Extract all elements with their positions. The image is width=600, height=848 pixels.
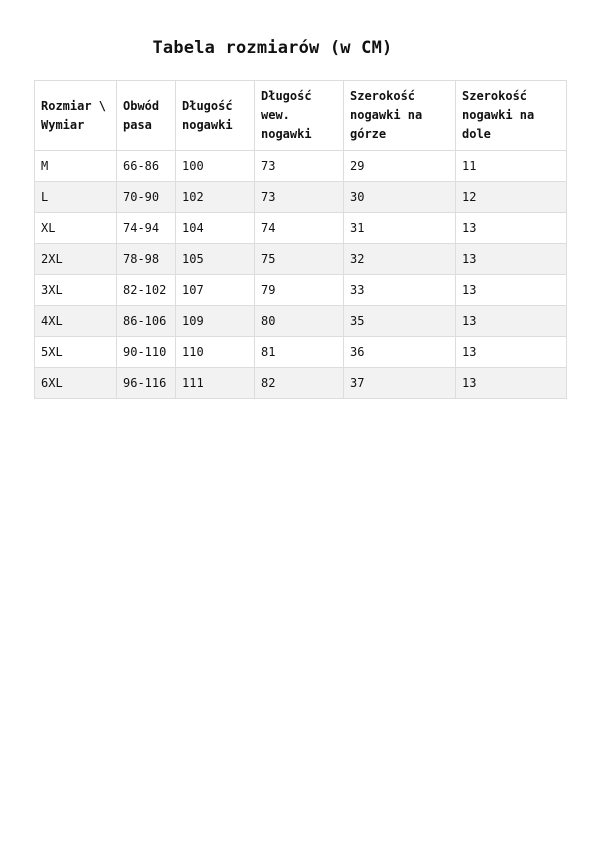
cell-leg-width-bottom: 11: [456, 151, 567, 182]
cell-leg-length: 102: [176, 182, 255, 213]
cell-leg-width-top: 32: [344, 244, 456, 275]
cell-leg-length: 109: [176, 306, 255, 337]
cell-waist: 90-110: [117, 337, 176, 368]
cell-leg-width-top: 37: [344, 368, 456, 399]
cell-leg-length: 111: [176, 368, 255, 399]
cell-size: 2XL: [35, 244, 117, 275]
cell-waist: 70-90: [117, 182, 176, 213]
cell-leg-width-top: 31: [344, 213, 456, 244]
cell-waist: 66-86: [117, 151, 176, 182]
cell-waist: 86-106: [117, 306, 176, 337]
cell-size: 3XL: [35, 275, 117, 306]
header-leg-width-bottom: Szerokość nogawki na dole: [456, 81, 567, 151]
cell-leg-width-bottom: 13: [456, 306, 567, 337]
cell-inner-leg-length: 74: [255, 213, 344, 244]
table-row: [35, 182, 567, 213]
cell-size: 6XL: [35, 368, 117, 399]
cell-leg-width-bottom: 13: [456, 244, 567, 275]
header-size-dimension: Rozmiar \ Wymiar: [35, 81, 117, 151]
cell-inner-leg-length: 73: [255, 151, 344, 182]
cell-inner-leg-length: 75: [255, 244, 344, 275]
header-leg-length: Długość nogawki: [176, 81, 255, 151]
cell-leg-length: 110: [176, 337, 255, 368]
cell-leg-length: 105: [176, 244, 255, 275]
cell-inner-leg-length: 80: [255, 306, 344, 337]
cell-leg-length: 100: [176, 151, 255, 182]
cell-size: 5XL: [35, 337, 117, 368]
cell-waist: 74-94: [117, 213, 176, 244]
cell-size: L: [35, 182, 117, 213]
cell-leg-length: 104: [176, 213, 255, 244]
cell-leg-width-bottom: 12: [456, 182, 567, 213]
cell-leg-width-bottom: 13: [456, 213, 567, 244]
cell-leg-width-top: 30: [344, 182, 456, 213]
table-row: [35, 213, 567, 244]
cell-leg-width-top: 36: [344, 337, 456, 368]
cell-inner-leg-length: 82: [255, 368, 344, 399]
cell-leg-width-bottom: 13: [456, 337, 567, 368]
table-row: [35, 151, 567, 182]
table-row: [35, 244, 567, 275]
table-header-row: [35, 81, 567, 151]
cell-waist: 78-98: [117, 244, 176, 275]
header-leg-width-top: Szerokość nogawki na górze: [344, 81, 456, 151]
cell-leg-width-top: 29: [344, 151, 456, 182]
cell-inner-leg-length: 81: [255, 337, 344, 368]
cell-size: XL: [35, 213, 117, 244]
cell-leg-length: 107: [176, 275, 255, 306]
header-inner-leg-length: Długość wew. nogawki: [255, 81, 344, 151]
cell-inner-leg-length: 79: [255, 275, 344, 306]
cell-leg-width-bottom: 13: [456, 368, 567, 399]
cell-leg-width-top: 33: [344, 275, 456, 306]
table-row: [35, 337, 567, 368]
table-row: [35, 306, 567, 337]
cell-size: 4XL: [35, 306, 117, 337]
cell-size: M: [35, 151, 117, 182]
page-title: Tabela rozmiarów (w CM): [152, 38, 393, 58]
header-waist: Obwód pasa: [117, 81, 176, 151]
cell-leg-width-top: 35: [344, 306, 456, 337]
cell-leg-width-bottom: 13: [456, 275, 567, 306]
table-row: [35, 275, 567, 306]
table-row: [35, 368, 567, 399]
cell-inner-leg-length: 73: [255, 182, 344, 213]
cell-waist: 82-102: [117, 275, 176, 306]
cell-waist: 96-116: [117, 368, 176, 399]
size-table: [34, 80, 567, 399]
